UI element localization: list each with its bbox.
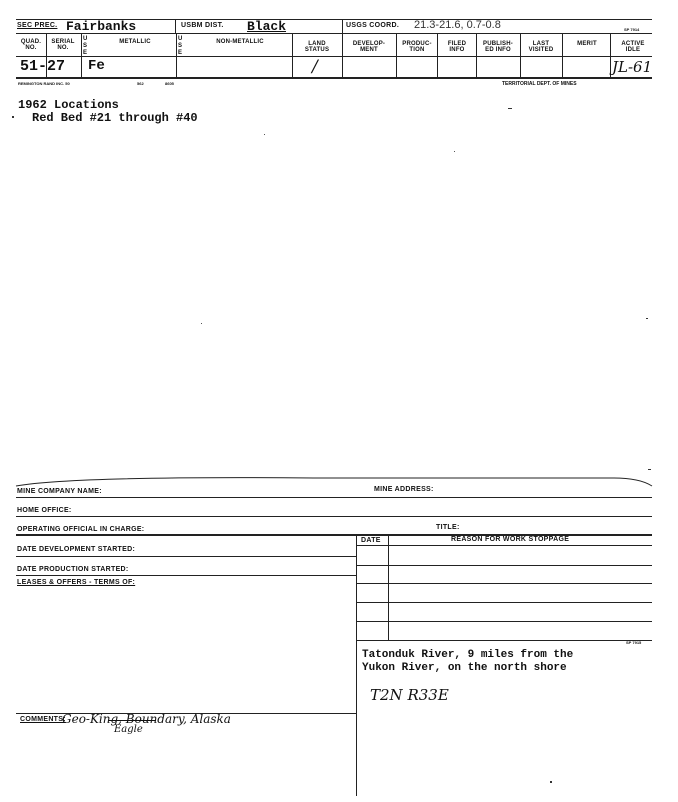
form-number-top: SP 7914 (624, 27, 640, 32)
col-use-nonmetallic: U S E (178, 36, 183, 56)
col-merit: MERIT (577, 41, 597, 47)
usbm-dist-label: USBM DIST. (181, 22, 224, 29)
leases-label: LEASES & OFFERS - TERMS OF: (17, 579, 136, 586)
mine-address-label: MINE ADDRESS: (374, 486, 434, 493)
metallic-value: Fe (88, 58, 105, 74)
land-status-value: / (312, 57, 318, 77)
col-metallic: METALLIC (119, 39, 151, 45)
col-non-metallic: NON-METALLIC (216, 39, 264, 45)
location-line-2: Yukon River, on the north shore (362, 662, 567, 674)
operating-official-label: OPERATING OFFICIAL IN CHARGE: (17, 526, 145, 533)
col-land-status: LAND STATUS (304, 41, 330, 53)
printer-text: REMINGTON RAND INC. 50 (18, 81, 70, 86)
sec-prec-label: SEC PREC. (17, 22, 58, 29)
col-production: PRODUC-TION (402, 41, 432, 53)
active-idle-value: JL-61 (612, 58, 653, 76)
date-production-label: DATE PRODUCTION STARTED: (17, 566, 129, 573)
col-published-info: PUBLISH-ED INFO (483, 41, 513, 53)
quad-serial-value: 51-27 (20, 58, 66, 75)
col-quad-no: QUAD. NO. (20, 39, 42, 51)
comments-correction: Eagle (114, 724, 143, 735)
comments-value: Geo-King, Boundary, Alaska (62, 712, 231, 726)
col-filed-info: FILED INFO (447, 41, 467, 53)
date-development-label: DATE DEVELOPMENT STARTED: (17, 546, 136, 553)
col-last-visited: LAST VISITED (528, 41, 554, 53)
title-label: TITLE: (436, 524, 460, 531)
usbm-dist-value: Black (247, 19, 287, 34)
mine-company-name-label: MINE COMPANY NAME: (17, 488, 102, 495)
col-serial-no: SERIAL NO. (51, 39, 75, 51)
card-edge (14, 474, 654, 488)
notes-line-1: 1962 Locations (18, 98, 119, 112)
home-office-label: HOME OFFICE: (17, 507, 72, 514)
usgs-coord-label: USGS COORD. (346, 22, 400, 29)
col-use-metallic: U S E (83, 36, 88, 56)
department-text: TERRITORIAL DEPT. OF MINES (502, 81, 577, 87)
printer-code1: 562 (137, 81, 144, 86)
col-active-idle: ACTIVE IDLE (621, 41, 645, 53)
sec-prec-value: Fairbanks (66, 19, 137, 34)
col-development: DEVELOP-MENT (352, 41, 386, 53)
comments-strikeout (108, 720, 156, 721)
comments-label: COMMENTS: (20, 716, 66, 723)
reason-column-header: REASON FOR WORK STOPPAGE (451, 536, 570, 543)
notes-line-2: Red Bed #21 through #40 (32, 111, 198, 125)
location-line-1: Tatonduk River, 9 miles from the (362, 649, 574, 661)
form-number-bottom: SP 7915 (626, 640, 642, 645)
printer-code2: 8605 (165, 81, 174, 86)
usgs-coord-value: 21.3-21.6, 0.7-0.8 (414, 19, 501, 31)
township-range: T2N R33E (370, 686, 449, 704)
date-column-header: DATE (361, 537, 381, 544)
